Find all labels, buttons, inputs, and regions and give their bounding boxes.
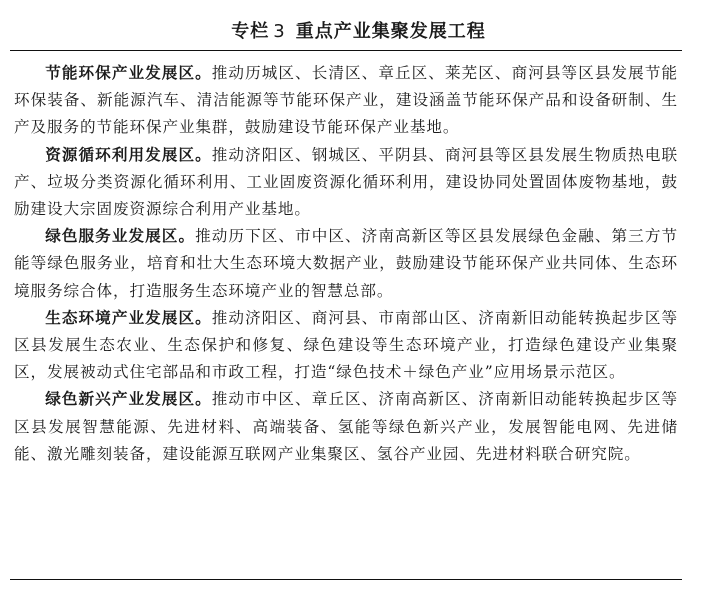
box-title xyxy=(10,16,707,48)
paragraph-body: 推动济阳区、钢城区、平阴县、商河县等区县发展生物质热电联产、垃圾分类资源化循环利用、工业固废资源化循环利用，建设协同处置固体废物基地，鼓励建设大宗固废资源综合利用产业基地。 xyxy=(14,145,678,219)
box-content xyxy=(14,60,678,468)
paragraph-body: 推动济阳区、商河县、市南部山区、济南新旧动能转换起步区等区县发展生态农业、生态保护和修复、绿色建设等生态环境产业，打造绿色建设产业集聚区，发展被动式住宅部品和市政工程，打造“绿色技术＋绿色产业”应用场景示范区。 xyxy=(14,308,678,382)
paragraph-heading: 绿色新兴产业发展区。 xyxy=(45,390,212,409)
paragraph-heading: 绿色服务业发展区。 xyxy=(45,227,196,246)
paragraph-heading: 节能环保产业发展区。 xyxy=(45,64,212,82)
box-number: 3 xyxy=(273,21,286,42)
paragraph-body: 推动历城区、长清区、章丘区、莱芜区、商河县等区县发展节能环保装备、新能源汽车、清洁能源等节能环保产业，建设涵盖节能环保产品和设备研制、生产及服务的节能环保产业集群，鼓励建设节能环保产业基地。 xyxy=(14,64,678,137)
paragraph-green-services xyxy=(14,223,678,305)
paragraph-body: 推动市中区、章丘区、济南高新区、济南新旧动能转换起步区等区县发展智慧能源、先进材料、高端装备、氢能等绿色新兴产业，发展智能电网、先进储能、激光雕刻装备，建设能源互联网产业集聚区、氢谷产业园、先进材料联合研究院。 xyxy=(14,390,678,463)
box-title-text: 重点产业集聚发展工程 xyxy=(295,21,486,42)
paragraph-ecological-environment xyxy=(14,305,678,387)
paragraph-heading: 生态环境产业发展区。 xyxy=(45,308,212,327)
paragraph-body: 推动历下区、市中区、济南高新区等区县发展绿色金融、第三方节能等绿色服务业，培育和壮大生态环境大数据产业，鼓励建设节能环保产业共同体、生态环境服务综合体，打造服务生态环境产业的智慧总部。 xyxy=(14,227,678,300)
paragraph-resource-recycling xyxy=(14,142,678,224)
box-label: 专栏 xyxy=(231,21,270,42)
bottom-rule xyxy=(10,579,682,580)
paragraph-green-emerging xyxy=(14,386,678,468)
paragraph-energy-saving xyxy=(14,60,678,142)
top-rule xyxy=(10,50,682,51)
paragraph-heading: 资源循环利用发展区。 xyxy=(45,145,212,164)
